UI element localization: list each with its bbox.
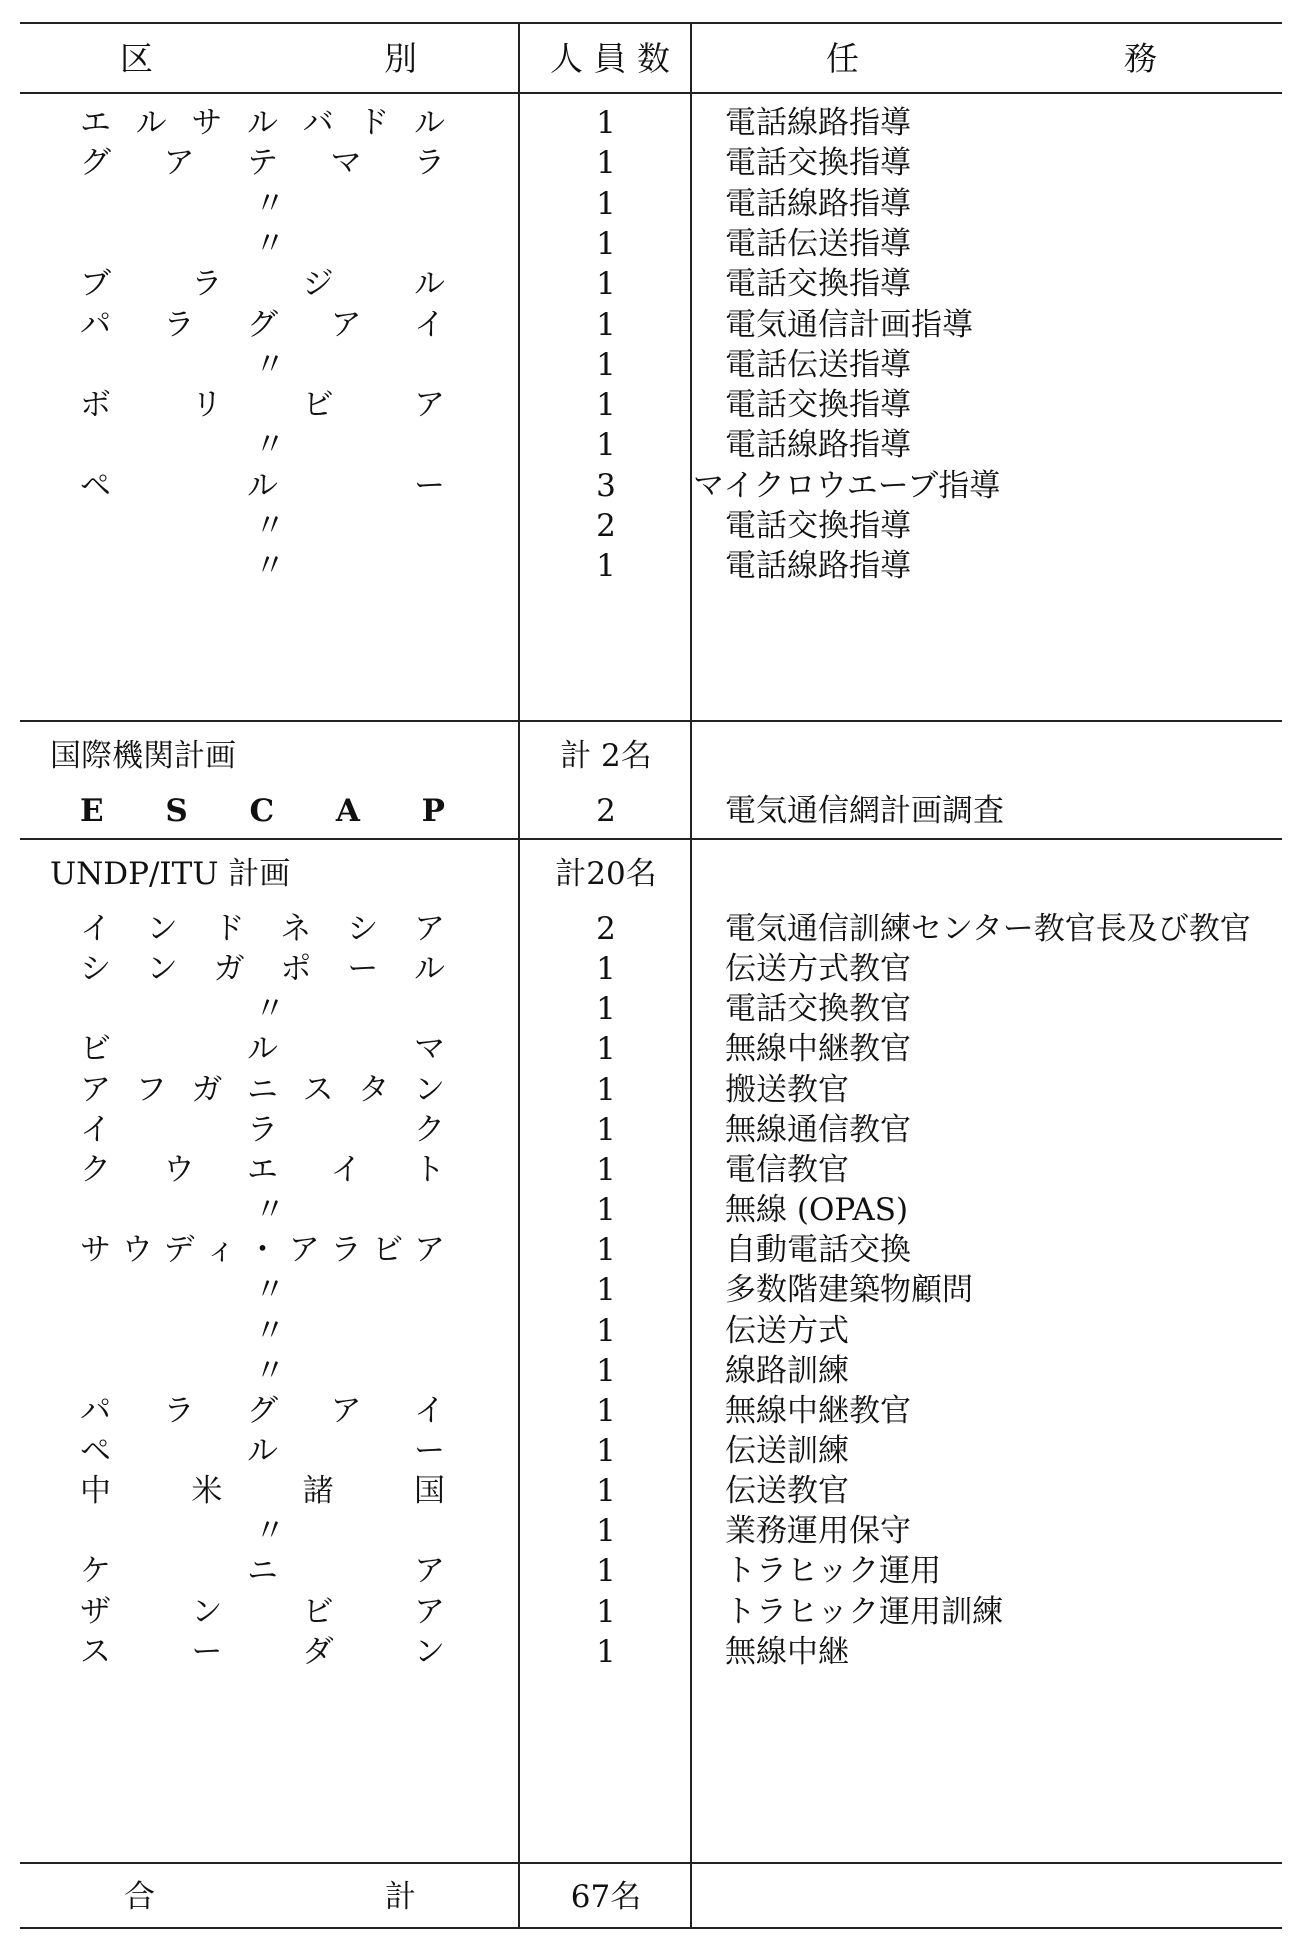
- count-cell: 1: [596, 1071, 616, 1108]
- country-cell: 中 米 諸 国: [80, 1473, 445, 1510]
- task-cell: 電信教官: [725, 1151, 849, 1188]
- count-cell: 1: [596, 1232, 616, 1269]
- section-title: 国際機関計画: [50, 738, 236, 774]
- country-cell: イ ラ ク: [80, 1111, 445, 1148]
- header-col3-right: 務: [1124, 39, 1157, 78]
- country-cell: ア フ ガ ニ ス タ ン: [80, 1071, 445, 1108]
- country-cell: 〃: [254, 185, 286, 222]
- task-cell: 無線中継教官: [725, 1031, 911, 1068]
- count-cell: 1: [596, 1031, 616, 1068]
- country-cell: シ ン ガ ポ ー ル: [80, 951, 445, 988]
- country-cell: 〃: [254, 427, 286, 464]
- country-cell: サ ウ デ ィ ・ ア ラ ビ ア: [80, 1232, 445, 1269]
- task-cell: 電話線路指導: [725, 185, 911, 222]
- rule-top: [20, 22, 1282, 24]
- count-cell: 1: [596, 387, 616, 424]
- task-cell: 電話線路指導: [725, 548, 911, 585]
- country-cell: 〃: [254, 1513, 286, 1550]
- task-cell: 電話交換指導: [725, 145, 911, 182]
- task-cell: 線路訓練: [725, 1352, 849, 1389]
- count-cell: 1: [596, 1151, 616, 1188]
- total-label-left: 合: [124, 1879, 155, 1915]
- task-cell: 無線通信教官: [725, 1111, 911, 1148]
- total-row: [0, 1872, 1309, 1922]
- task-cell: 電話交換教官: [725, 991, 911, 1028]
- task-cell: 電話線路指導: [725, 427, 911, 464]
- count-cell: 1: [596, 266, 616, 303]
- task-cell: 電気通信網計画調査: [725, 793, 1004, 829]
- section-international-title-row: [0, 731, 1309, 781]
- header-col2: 人 員 数: [550, 39, 670, 78]
- count-cell: 1: [596, 548, 616, 585]
- rule-section-2: [20, 838, 1282, 840]
- task-cell: 電話交換指導: [725, 387, 911, 424]
- country-cell: 〃: [254, 1312, 286, 1349]
- total-label-right: 計: [385, 1879, 416, 1915]
- count-cell: 1: [596, 306, 616, 343]
- task-cell: 伝送訓練: [725, 1432, 849, 1469]
- task-cell: 電話交換指導: [725, 508, 911, 544]
- count-cell: 1: [596, 145, 616, 182]
- task-cell: 多数階建築物顧問: [725, 1272, 973, 1309]
- country-cell: 〃: [254, 1272, 286, 1309]
- section-undp-title-row: [0, 849, 1309, 899]
- header-col1-left: 区: [120, 39, 153, 78]
- task-cell: マイクロウエーブ指導: [693, 467, 1001, 504]
- header-col3-left: 任: [826, 39, 859, 78]
- task-cell: 電話線路指導: [725, 105, 911, 141]
- country-cell: ケ ニ ア: [80, 1553, 445, 1590]
- count-cell: 1: [596, 346, 616, 383]
- task-cell: トラヒック運用訓練: [725, 1593, 1004, 1630]
- count-cell: 1: [596, 1192, 616, 1229]
- task-cell: 電話伝送指導: [725, 346, 911, 383]
- task-cell: 電気通信訓練センター教官長及び教官: [725, 911, 1251, 947]
- count-cell: 1: [596, 1513, 616, 1550]
- country-cell: ペ ル ー: [80, 467, 445, 504]
- count-cell: 2: [596, 911, 616, 947]
- country-cell: E S C A P: [80, 793, 445, 829]
- country-cell: 〃: [254, 1192, 286, 1229]
- country-cell: ブ ラ ジ ル: [80, 266, 445, 303]
- count-cell: 1: [596, 951, 616, 988]
- count-cell: 1: [596, 1473, 616, 1510]
- count-cell: 1: [596, 185, 616, 222]
- task-cell: 伝送方式教官: [725, 951, 911, 988]
- table-row: [0, 541, 1309, 591]
- task-cell: 業務運用保守: [725, 1513, 911, 1550]
- task-cell: 無線中継教官: [725, 1392, 911, 1429]
- country-cell: ク ウ エ イ ト: [80, 1151, 445, 1188]
- country-cell: 〃: [254, 225, 286, 262]
- country-cell: 〃: [254, 991, 286, 1028]
- country-cell: 〃: [254, 346, 286, 383]
- country-cell: ビ ル マ: [80, 1031, 445, 1068]
- count-cell: 1: [596, 1633, 616, 1670]
- country-cell: パ ラ グ ア イ: [80, 1392, 445, 1429]
- count-cell: 1: [596, 225, 616, 262]
- section-subtotal: 計 2名: [560, 738, 652, 774]
- section-subtotal: 計20名: [555, 856, 657, 892]
- count-cell: 1: [596, 1312, 616, 1349]
- task-cell: 電話交換指導: [725, 266, 911, 303]
- country-cell: 〃: [254, 1352, 286, 1389]
- section-title: UNDP/ITU 計画: [50, 856, 291, 892]
- count-cell: 1: [596, 105, 616, 141]
- task-cell: 伝送教官: [725, 1473, 849, 1510]
- count-cell: 1: [596, 1111, 616, 1148]
- task-cell: 電気通信計画指導: [725, 306, 973, 343]
- total-value: 67名: [570, 1879, 642, 1915]
- rule-header: [20, 92, 1282, 94]
- header-col1-right: 別: [384, 39, 417, 78]
- task-cell: 伝送方式: [725, 1312, 849, 1349]
- task-cell: トラヒック運用: [725, 1553, 942, 1590]
- country-cell: エ ル サ ル バ ド ル: [80, 105, 445, 141]
- country-cell: ペ ル ー: [80, 1432, 445, 1469]
- country-cell: ス ー ダ ン: [80, 1633, 445, 1670]
- task-cell: 電話伝送指導: [725, 225, 911, 262]
- task-cell: 自動電話交換: [725, 1232, 911, 1269]
- task-cell: 無線中継: [725, 1633, 849, 1670]
- count-cell: 3: [596, 467, 616, 504]
- rule-bottom: [20, 1927, 1282, 1929]
- country-cell: 〃: [254, 508, 286, 544]
- rule-section-1: [20, 720, 1282, 722]
- count-cell: 2: [596, 793, 616, 829]
- table-row: [0, 786, 1309, 836]
- count-cell: 1: [596, 1392, 616, 1429]
- count-cell: 1: [596, 427, 616, 464]
- country-cell: グ ア テ マ ラ: [80, 145, 445, 182]
- rule-total-top: [20, 1862, 1282, 1864]
- task-cell: 搬送教官: [725, 1071, 849, 1108]
- table-row: [0, 1627, 1309, 1677]
- country-cell: ボ リ ビ ア: [80, 387, 445, 424]
- count-cell: 1: [596, 1272, 616, 1309]
- count-cell: 2: [596, 508, 616, 544]
- task-cell: 無線 (OPAS): [725, 1192, 909, 1229]
- country-cell: ザ ン ビ ア: [80, 1593, 445, 1630]
- country-cell: パ ラ グ ア イ: [80, 306, 445, 343]
- country-cell: イ ン ド ネ シ ア: [80, 911, 445, 947]
- count-cell: 1: [596, 991, 616, 1028]
- count-cell: 1: [596, 1432, 616, 1469]
- count-cell: 1: [596, 1553, 616, 1590]
- country-cell: 〃: [254, 548, 286, 585]
- count-cell: 1: [596, 1593, 616, 1630]
- count-cell: 1: [596, 1352, 616, 1389]
